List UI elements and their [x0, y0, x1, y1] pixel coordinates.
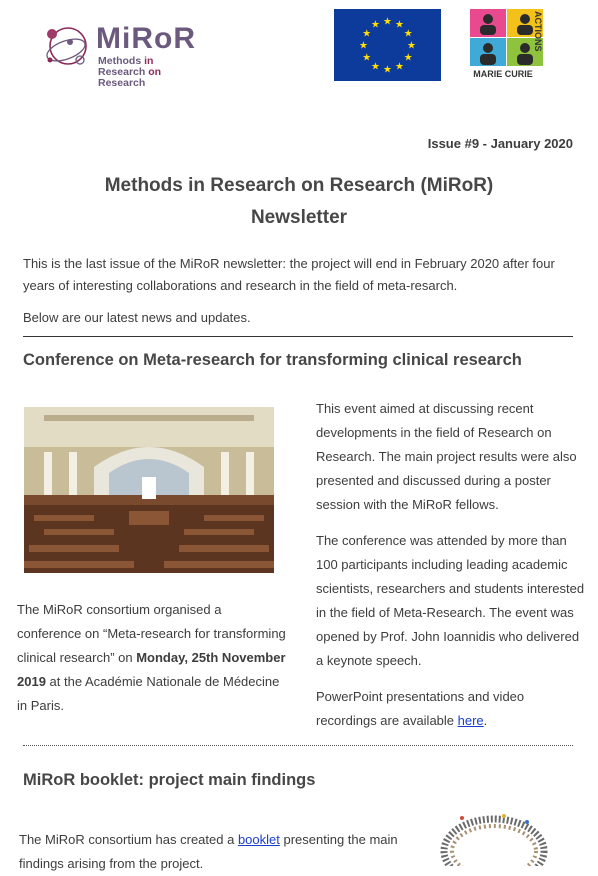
eu-star-icon: ★: [383, 16, 392, 28]
intro-updates: Below are our latest news and updates.: [23, 310, 251, 325]
conference-hall-photo: [24, 407, 274, 573]
conference-materials-paragraph: PowerPoint presentations and video recordings are available here.: [316, 689, 525, 728]
intro-paragraph: This is the last issue of the MiRoR newsletter: the project will end in February 2020 after four years of interesting collaborations and research in the field of meta-resarch.: [23, 256, 555, 293]
eu-flag-logo: [334, 9, 441, 81]
section-divider: [23, 336, 573, 337]
miror-wordmark: MiRoR: [96, 22, 196, 55]
conference-date: Monday, 25th November 2019: [17, 650, 286, 689]
eu-star-icon: ★: [362, 28, 372, 40]
presentations-here-link[interactable]: here: [457, 713, 484, 728]
eu-star-icon: ★: [371, 61, 380, 73]
booklet-heading: MiRoR booklet: project main findings: [23, 771, 316, 789]
conference-left-text: The MiRoR consortium organised a conference on “Meta-research for transforming clinical research” on Monday, 25th November 2019 at the Académie Nationale de Médecine in Paris.: [17, 602, 286, 713]
marie-curie-actions-logo: [470, 9, 545, 83]
eu-star-icon: ★: [383, 64, 392, 76]
miror-logo: [40, 20, 210, 89]
mc-caption: MARIE CURIE: [473, 69, 533, 79]
eu-star-icon: ★: [395, 61, 404, 73]
conference-aim-paragraph: This event aimed at discussing recent developments in the field of Research on Research. The main project results were also presented and discussed during a poster session with the MiRoR fellows.: [316, 401, 577, 512]
booklet-link[interactable]: booklet: [237, 832, 280, 847]
people-circle-image: [432, 806, 572, 866]
eu-star-icon: ★: [407, 40, 416, 52]
eu-star-icon: ★: [395, 19, 404, 31]
conference-right-column: [316, 397, 588, 745]
mc-actions-label: ACTIONS: [533, 11, 543, 52]
conference-attendance-paragraph: The conference was attended by more than 100 participants including leading academic scientists, researchers and students interested in the field of Meta-Research. The event was opened by Prof. John Ioannidis who delivered a keynote speech.: [316, 533, 585, 668]
auditorium-image: [24, 407, 274, 573]
newsletter-title: Methods in Research on Research (MiRoR) Newsletter: [104, 175, 494, 228]
conference-heading: Conference on Meta-research for transforming clinical research: [23, 351, 522, 369]
eu-star-icon: ★: [359, 40, 368, 52]
section-divider: [23, 745, 573, 746]
issue-label: Issue #9 - January 2020: [427, 136, 573, 151]
eu-star-icon: ★: [403, 52, 413, 64]
eu-star-icon: ★: [371, 19, 380, 31]
booklet-paragraph: The MiRoR consortium has created a booklet presenting the main findings arising from the project.: [19, 832, 398, 871]
miror-tagline: Methods in Research on Research: [98, 55, 162, 89]
miror-molecule-icon: [40, 20, 96, 76]
eu-star-icon: ★: [362, 52, 372, 64]
eu-stars-icon: [334, 9, 441, 81]
eu-star-icon: ★: [403, 28, 413, 40]
crowd-ring-icon: [432, 806, 572, 866]
